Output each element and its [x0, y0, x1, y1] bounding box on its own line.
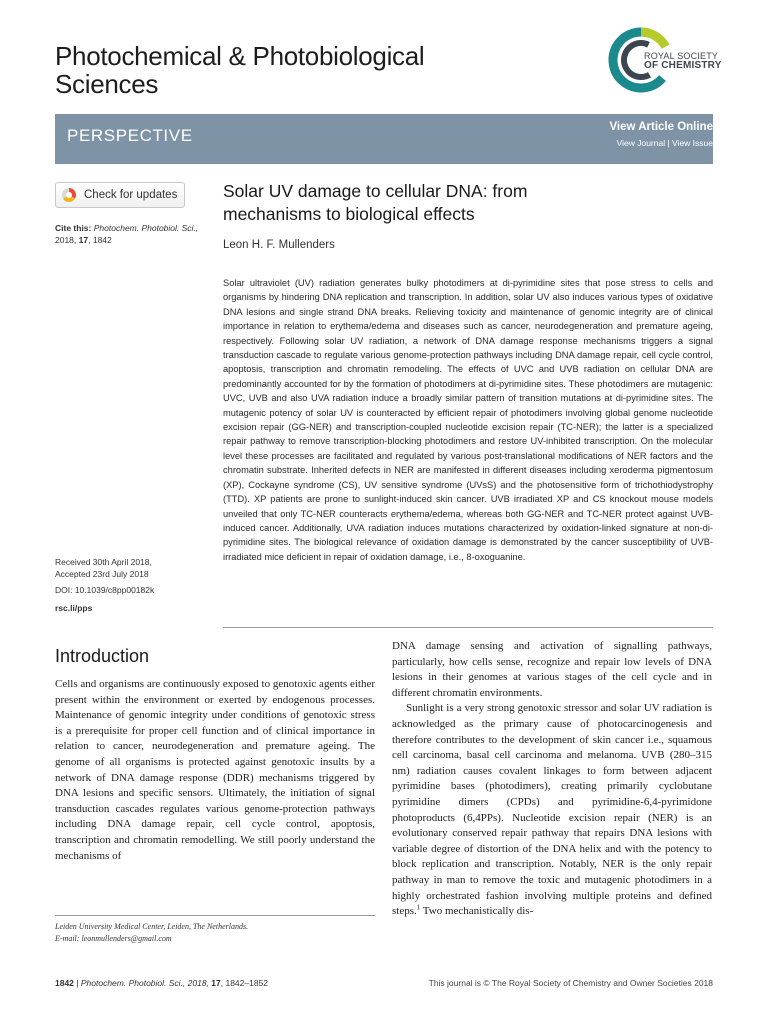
- page-footer-left: [55, 978, 268, 988]
- journal-title: Photochemical & Photobiological Sciences: [55, 41, 425, 99]
- check-for-updates-button[interactable]: [55, 182, 185, 208]
- rsc-logo-line1: ROYAL SOCIETY: [644, 51, 719, 61]
- check-updates-icon: [62, 188, 76, 202]
- abstract: Solar ultraviolet (UV) radiation generates bulky photodimers at di-pyrimidine sites that pose stress to cells and organisms by hindering DNA replication and transcription. In addition, solar UV also induces various types of oxidative DNA lesions and single strand DNA breaks. Relieving toxicity and maintenance of genomic integrity are of clinical importance in relation to erythema/edema and diseases such as cancer, neurodegeneration and premature ageing, respectively. Following solar UV radiation, a network of DNA damage response mechanisms triggers a signal transduction cascade to regulate various genome-protection pathways including DNA damage repair, cell cycle control, apoptosis, transcription and chromatin remodeling. The effects of UVC and UVB radiation on cellular DNA are predominantly accounted for by the formation of photodimers at di-pyrimidine sites. These photodimers are mutagenic: UVC, UVB and also UVA radiation induce a broadly similar pattern of transition mutations at di-pyrimidine sites. The mutagenic potency of solar UV is counteracted by efficient repair of photodimers involving global genome nucleotide excision repair (GG-NER) and transcription-coupled nucleotide excision repair (TC-NER); the latter is a specialized repair pathway to remove transcription-blocking photodimers and restore UV-inhibited transcription. On the molecular level these processes are facilitated and regulated by various post-translational modifications of NER factors and the chromatin substrate. Inherited defects in NER are manifested in different diseases including xeroderma pigmentosum (XP), Cockayne syndrome (CS), UV sensitive syndrome (UVsS) and the photosensitive form of trichothiodystrophy (TTD). XP patients are prone to sunlight-induced skin cancer. UVB irradiated XP and CS knockout mouse models unveiled that only TC-NER counteracts erythema/edema, whereas both GG-NER and TC-NER protect against UVB-induced cancer. Additionally, UVA radiation induces mutations characterized by oxidation-linked signature at non-di-pyrimidine sites. The biological relevance of oxidation damage is demonstrated by the cancer susceptibility of UVB-irradiated mice deficient in repair of oxidation damage, i.e., 8-oxoguanine.: [223, 278, 713, 562]
- cite-pages: , 1842: [88, 235, 112, 245]
- copyright-notice: This journal is © The Royal Society of Chemistry and Owner Societies 2018: [428, 978, 713, 988]
- intro-paragraph-3-tail: Two mechanistically dis-: [420, 905, 534, 918]
- body-column-left: [55, 677, 375, 864]
- view-journal-link[interactable]: View Journal: [616, 138, 666, 148]
- intro-paragraph-3-text: Sunlight is a very strong genotoxic stressor and solar UV radiation is acknowledged as the primary cause of photocarcinogenesis and therefore contributes to the development of skin cancer i.e., squamous cell carcinoma, basal cell carcinoma and melanoma. UVB (280–315 nm) radiation causes covalent linkages to form between adjacent pyrimidine bases (photodimers), creating primarily cyclobutane pyrimidine dimers (CPDs) and pyrimidine-6,4-pyrimidone photoproducts (6,4PPs). Nucleotide excision repair (NER) is an evolutionary conserved repair pathway that repairs DNA lesions with variable degree of distortion of the DNA helix and with the potency to block replication and transcription. Notably, NER is the only repair pathway in man to remove the toxic and mutagenic photodimers in a highly orchestrated fashion involving multiple proteins and defined steps.: [392, 702, 712, 918]
- article-dates: [55, 556, 215, 596]
- reference-1[interactable]: 1: [416, 903, 421, 912]
- cite-label: Cite this:: [55, 223, 92, 233]
- cite-volume: 17: [78, 235, 89, 245]
- cite-this: [55, 222, 215, 246]
- article-author: Leon H. F. Mullenders: [223, 239, 335, 251]
- view-links-separator: |: [665, 138, 673, 148]
- footer-volume: 17: [211, 978, 221, 988]
- check-updates-label: Check for updates: [84, 189, 178, 201]
- intro-paragraph-1: Cells and organisms are continuously exposed to genotoxic agents either present within the environment or exerted by endogenous processes. Maintenance of genomic integrity under conditions of genotoxic stress is a prerequisite for proper cell function and of clinical importance in relation to cancer, neurodegeneration and premature ageing. The genome of all organisms is protected against genotoxic insults by a network of DNA damage response (DDR) mechanisms triggered by DNA lesions and specific sensors. Ultimately, the initiation of signal transduction cascades regulates various genome-protection pathways including DNA damage repair, cell cycle control, apoptosis, transcription and chromatin remodelling. We still poorly understand the mechanisms of: [55, 678, 375, 862]
- rsc-logo-line2: OF CHEMISTRY: [644, 60, 722, 71]
- author-affiliation: Leiden University Medical Center, Leiden, The Netherlands.: [55, 922, 249, 931]
- view-issue-link[interactable]: View Issue: [672, 138, 713, 148]
- received-date: Received 30th April 2018,: [55, 557, 152, 567]
- footer-citation: Photochem. Photobiol. Sci., 2018,: [80, 978, 212, 988]
- author-email[interactable]: E-mail: leonmullenders@gmail.com: [55, 934, 172, 943]
- article-title: Solar UV damage to cellular DNA: from mechanisms to biological effects: [223, 181, 528, 224]
- abstract-divider: [223, 627, 713, 628]
- intro-paragraph-3: [392, 701, 712, 919]
- footer-separator: |: [73, 978, 81, 988]
- page-number: 1842: [55, 978, 74, 988]
- cite-year: 2018,: [55, 235, 77, 245]
- doi[interactable]: DOI: 10.1039/c8pp00182k: [55, 585, 155, 595]
- view-article-online-link[interactable]: View Article Online: [609, 121, 713, 133]
- intro-paragraph-2: DNA damage sensing and activation of signalling pathways, particularly, how cells sense, recognize and repair low levels of DNA lesions in their genomes at various stages of the cell cycle and in different chromatin environments.: [392, 640, 712, 699]
- body-column-right: [392, 639, 712, 920]
- journal-short-link[interactable]: rsc.li/pps: [55, 603, 93, 613]
- footnote-divider: [55, 915, 375, 916]
- author-footnote: [55, 921, 375, 945]
- accepted-date: Accepted 23rd July 2018: [55, 569, 149, 579]
- footer-pages: , 1842–1852: [220, 978, 269, 988]
- rsc-logo-text: [644, 52, 722, 70]
- cite-journal: Photochem. Photobiol. Sci.,: [93, 223, 199, 233]
- article-type-label: PERSPECTIVE: [67, 126, 193, 145]
- view-links: [617, 138, 713, 148]
- section-heading-introduction: Introduction: [55, 646, 150, 666]
